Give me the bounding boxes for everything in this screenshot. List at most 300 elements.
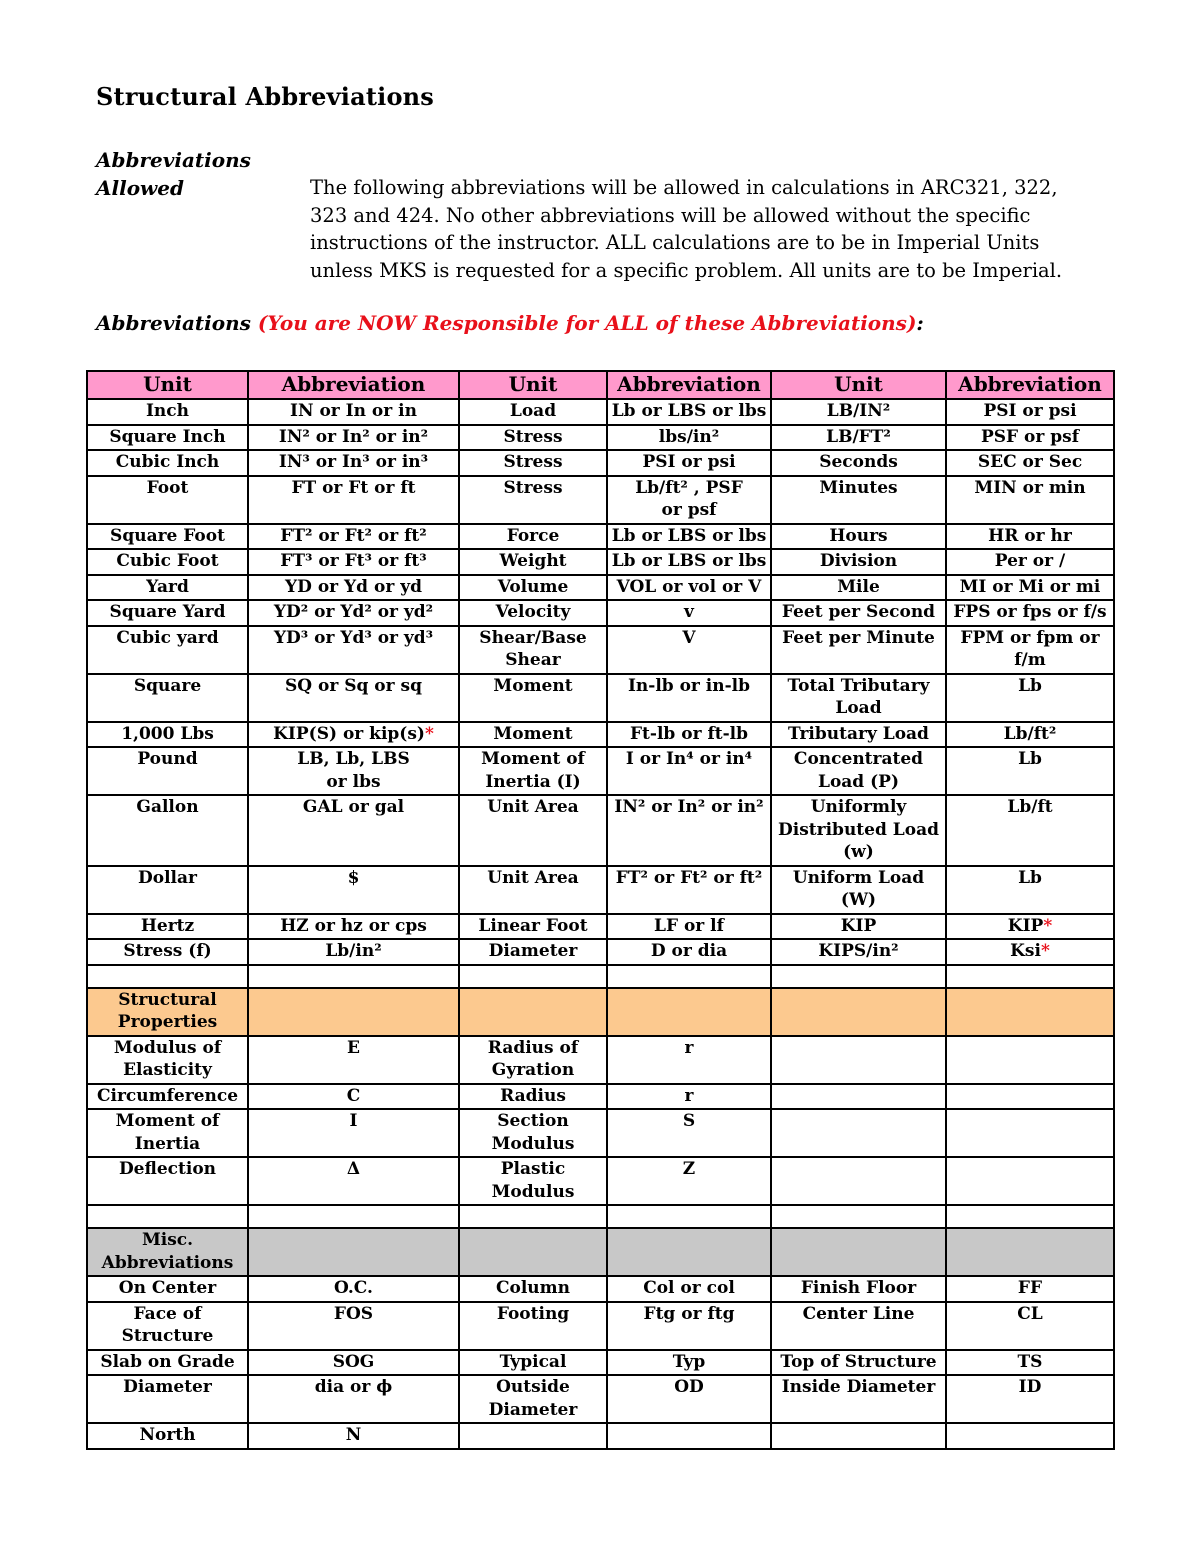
table-cell: [248, 549, 459, 575]
cell-text: $: [347, 867, 360, 888]
cell-text: Seconds: [819, 452, 898, 472]
table-cell: [771, 1109, 946, 1157]
table-cell: [87, 1036, 248, 1084]
cell-text: Feet per Minute: [782, 627, 935, 648]
table-cell: [771, 1302, 946, 1350]
table-cell: [946, 626, 1114, 674]
cell-text: r: [684, 1037, 694, 1058]
table-cell: [607, 1205, 771, 1228]
table-cell: [248, 722, 459, 748]
cell-text: Moment of Inertia (I): [481, 749, 585, 792]
cell-text: HZ or hz or cps: [280, 915, 427, 936]
table-cell: [459, 1350, 607, 1376]
cell-text: Mile: [837, 576, 880, 597]
table-cell: [946, 1302, 1114, 1350]
abbreviations-table: [86, 370, 1115, 1450]
cell-text: Lb: [1018, 749, 1042, 769]
table-cell: [607, 399, 771, 425]
table-cell: [459, 674, 607, 722]
cell-text: Concentrated Load (P): [793, 749, 924, 792]
table-cell: [87, 866, 248, 914]
cell-text: KIP: [840, 915, 877, 936]
table-cell: [771, 1205, 946, 1228]
table-cell: [946, 1205, 1114, 1228]
table-cell: [459, 1084, 607, 1110]
table-cell: [248, 1375, 459, 1423]
table-cell: [459, 1375, 607, 1423]
table-cell: [946, 1109, 1114, 1157]
table-cell: [771, 425, 946, 451]
table-cell: [87, 1205, 248, 1228]
cell-text: Yard: [146, 576, 189, 597]
table-cell: [771, 1423, 946, 1449]
table-cell: [771, 1036, 946, 1084]
intro-line: The following abbreviations will be allowed in calculations in ARC321, 322,: [310, 176, 1058, 199]
table-row: [87, 914, 1114, 940]
intro-line: instructions of the instructor. ALL calculations are to be in Imperial Units: [310, 231, 1040, 254]
cell-text: IN³ or In³ or in³: [278, 452, 429, 472]
table-cell: [87, 1302, 248, 1350]
table-cell: [248, 1157, 459, 1205]
cell-text: KIPS/in²: [818, 941, 899, 961]
intro-label-line: Allowed: [96, 176, 184, 200]
cell-text: 1,000 Lbs: [121, 723, 214, 744]
cell-text: FT³ or Ft³ or ft³: [280, 551, 427, 571]
column-header: Unit: [459, 371, 607, 399]
cell-text: YD or Yd or yd: [285, 576, 422, 597]
table-cell: [771, 1084, 946, 1110]
table-cell: [459, 914, 607, 940]
table-cell: [607, 626, 771, 674]
cell-text: E: [347, 1037, 360, 1058]
cell-text: HR or hr: [988, 525, 1072, 546]
table-cell: [607, 939, 771, 965]
table-cell: [459, 1036, 607, 1084]
table-cell: [771, 674, 946, 722]
table-cell: [248, 965, 459, 988]
cell-text: Column: [495, 1278, 571, 1298]
cell-text: Typical: [499, 1351, 567, 1372]
intro-line: 323 and 424. No other abbreviations will be allowed without the specific: [310, 203, 1031, 227]
table-cell: [459, 425, 607, 451]
cell-text: Lb/ft²: [1003, 723, 1057, 744]
table-row: [87, 866, 1114, 914]
cell-text: Lb/ft: [1007, 797, 1053, 817]
cell-text: D or dia: [650, 941, 728, 961]
cell-text: Stress: [503, 426, 563, 447]
table-cell: [87, 965, 248, 988]
table-cell: [771, 476, 946, 524]
table-cell: [87, 450, 248, 476]
table-cell: [248, 575, 459, 601]
table-cell: [946, 988, 1114, 1036]
table-cell: [946, 549, 1114, 575]
table-row: [87, 600, 1114, 626]
cell-text: VOL or vol or V: [616, 576, 762, 597]
table-cell: [459, 626, 607, 674]
cell-text: Weight: [499, 551, 567, 571]
cell-text: Slab on Grade: [100, 1351, 235, 1372]
table-cell: [87, 747, 248, 795]
table-cell: [607, 795, 771, 866]
table-cell: [607, 425, 771, 451]
table-cell: [248, 988, 459, 1036]
cell-text: Diameter: [488, 941, 578, 961]
table-cell: [87, 1423, 248, 1449]
cell-text: Pound: [137, 749, 198, 769]
table-row: [87, 524, 1114, 550]
cell-text: Radius: [500, 1085, 566, 1106]
cell-text: Unit Area: [487, 797, 579, 817]
cell-text: Section Modulus: [491, 1111, 575, 1154]
table-cell: [248, 939, 459, 965]
cell-text: IN² or In² or in²: [278, 426, 429, 447]
cell-text: Finish Floor: [800, 1278, 917, 1298]
cell-text: LF or lf: [654, 915, 724, 936]
cell-text: Z: [682, 1159, 696, 1179]
table-cell: [771, 626, 946, 674]
table-cell: [248, 626, 459, 674]
cell-text: Deflection: [118, 1159, 217, 1179]
cell-text: North: [139, 1425, 196, 1445]
table-cell: [946, 425, 1114, 451]
cell-text: Ftg or ftg: [643, 1303, 735, 1324]
cell-text: Radius of Gyration: [487, 1037, 579, 1080]
cell-text: Inch: [145, 401, 190, 421]
table-cell: [607, 575, 771, 601]
table-cell: [248, 600, 459, 626]
cell-text: Stress: [503, 452, 563, 472]
cell-text: FOS: [333, 1303, 374, 1324]
table-cell: [771, 722, 946, 748]
intro-line: unless MKS is requested for a specific problem. All units are to be Imperial.: [310, 258, 1063, 282]
table-row: [87, 722, 1114, 748]
cell-text: Uniformly Distributed Load (w): [778, 797, 939, 862]
cell-text: Total Tributary Load: [787, 675, 930, 718]
table-cell: [459, 524, 607, 550]
table-row: [87, 674, 1114, 722]
table-row: [87, 1276, 1114, 1302]
section-heading-note: (You are NOW Responsible for ALL of these Abbreviations): [257, 311, 917, 335]
cell-text: I: [349, 1111, 358, 1131]
cell-text: Unit Area: [487, 867, 579, 888]
cell-text: Square Inch: [109, 426, 226, 447]
table-cell: [946, 939, 1114, 965]
table-cell: [87, 674, 248, 722]
section-heading: [96, 311, 924, 335]
cell-text: dia or ϕ: [314, 1377, 393, 1397]
table-cell: [771, 1350, 946, 1376]
table-cell: [248, 1350, 459, 1376]
table-cell: [248, 914, 459, 940]
cell-text: YD³ or Yd³ or yd³: [273, 627, 434, 648]
table-cell: [87, 575, 248, 601]
table-cell: [771, 939, 946, 965]
table-cell: [248, 450, 459, 476]
table-cell: [459, 1157, 607, 1205]
table-cell: [248, 1084, 459, 1110]
table-cell: [459, 399, 607, 425]
cell-text: PSI or psi: [983, 401, 1077, 421]
cell-text: Plastic Modulus: [491, 1159, 575, 1202]
cell-text: Stress (f): [123, 941, 212, 961]
column-header: Unit: [771, 371, 946, 399]
cell-text: Division: [819, 551, 898, 571]
table-cell: [607, 1375, 771, 1423]
table-cell: [248, 747, 459, 795]
cell-text: N: [345, 1425, 362, 1445]
table-row: [87, 747, 1114, 795]
cell-text: Foot: [146, 477, 189, 498]
table-cell: [87, 549, 248, 575]
table-cell: [459, 1302, 607, 1350]
cell-text: MIN or min: [974, 477, 1086, 498]
table-cell: [459, 988, 607, 1036]
table-cell: [607, 476, 771, 524]
cell-text: Outside Diameter: [488, 1377, 578, 1420]
table-cell: [248, 1276, 459, 1302]
table-row: [87, 549, 1114, 575]
table-row: [87, 988, 1114, 1036]
cell-text: Velocity: [495, 602, 571, 622]
cell-text: CL: [1017, 1303, 1043, 1324]
table-cell: [607, 1036, 771, 1084]
cell-text: SOG: [332, 1351, 375, 1372]
cell-text: Structural Properties: [117, 989, 218, 1032]
table-cell: [771, 1375, 946, 1423]
table-cell: [607, 1350, 771, 1376]
cell-text: Hertz: [140, 915, 195, 936]
table-cell: [248, 1036, 459, 1084]
table-cell: [607, 524, 771, 550]
cell-text: Hours: [829, 525, 888, 546]
table-cell: [87, 1084, 248, 1110]
cell-text: Ksi: [1010, 941, 1041, 961]
table-cell: [248, 425, 459, 451]
table-cell: [87, 1350, 248, 1376]
cell-text: Lb/in²: [325, 941, 382, 961]
table-cell: [459, 1276, 607, 1302]
table-cell: [459, 1423, 607, 1449]
cell-text: O.C.: [334, 1278, 373, 1298]
table-cell: [459, 1228, 607, 1276]
cell-text: LB/FT²: [826, 426, 891, 447]
cell-text: Cubic Inch: [115, 452, 220, 472]
table-cell: [87, 795, 248, 866]
cell-text: FT or Ft or ft: [291, 477, 416, 498]
cell-text: PSF or psf: [980, 426, 1080, 447]
column-header: Unit: [87, 371, 248, 399]
cell-text: FF: [1017, 1278, 1043, 1298]
asterisk-mark: *: [1040, 941, 1050, 961]
table-cell: [87, 399, 248, 425]
column-header: Abbreviation: [946, 371, 1114, 399]
table-cell: [771, 1228, 946, 1276]
asterisk-mark: *: [424, 723, 434, 744]
cell-text: V: [682, 627, 696, 648]
cell-text: Cubic Foot: [116, 551, 219, 571]
table-cell: [459, 722, 607, 748]
cell-text: Shear/Base Shear: [479, 627, 587, 670]
cell-text: Tributary Load: [788, 723, 929, 744]
table-cell: [87, 1375, 248, 1423]
table-cell: [248, 1423, 459, 1449]
table-cell: [771, 524, 946, 550]
table-cell: [607, 1109, 771, 1157]
table-cell: [946, 1276, 1114, 1302]
table-row: [87, 1109, 1114, 1157]
table-cell: [607, 1423, 771, 1449]
cell-text: Minutes: [819, 477, 898, 498]
table-cell: [607, 747, 771, 795]
table-cell: [771, 399, 946, 425]
cell-text: ID: [1018, 1377, 1042, 1397]
table-cell: [771, 747, 946, 795]
cell-text: Typ: [672, 1351, 706, 1372]
table-cell: [607, 600, 771, 626]
table-cell: [248, 674, 459, 722]
intro-label-line: Abbreviations: [96, 148, 251, 172]
table-cell: [771, 549, 946, 575]
cell-text: Δ: [346, 1159, 361, 1179]
cell-text: Lb/ft² , PSF or psf: [635, 477, 743, 520]
table-cell: [946, 1084, 1114, 1110]
table-row: [87, 626, 1114, 674]
table-cell: [946, 1157, 1114, 1205]
cell-text: OD: [674, 1377, 704, 1397]
cell-text: v: [684, 602, 694, 622]
table-cell: [771, 914, 946, 940]
page-title: Structural Abbreviations: [96, 82, 435, 111]
cell-text: Gallon: [136, 797, 199, 817]
cell-text: Circumference: [96, 1085, 239, 1106]
table-row: [87, 425, 1114, 451]
table-cell: [946, 965, 1114, 988]
cell-text: LB, Lb, LBS or lbs: [297, 749, 410, 792]
table-row: [87, 1423, 1114, 1449]
cell-text: YD² or Yd² or yd²: [273, 602, 434, 622]
table-cell: [771, 600, 946, 626]
cell-text: Square Yard: [109, 602, 226, 622]
table-cell: [87, 988, 248, 1036]
table-cell: [607, 674, 771, 722]
table-cell: [248, 795, 459, 866]
table-cell: [87, 600, 248, 626]
table-cell: [459, 1205, 607, 1228]
table-cell: [946, 450, 1114, 476]
table-cell: [607, 722, 771, 748]
cell-text: Lb or LBS or lbs: [611, 401, 767, 421]
table-cell: [946, 399, 1114, 425]
cell-text: Lb: [1018, 867, 1042, 888]
table-cell: [946, 1423, 1114, 1449]
cell-text: Moment: [493, 723, 573, 744]
table-cell: [607, 1084, 771, 1110]
table-cell: [771, 965, 946, 988]
cell-text: C: [346, 1085, 361, 1106]
table-cell: [87, 425, 248, 451]
table-row: [87, 795, 1114, 866]
table-cell: [607, 866, 771, 914]
table-header-row: [87, 371, 1114, 399]
table-cell: [607, 1228, 771, 1276]
table-cell: [87, 939, 248, 965]
table-cell: [946, 722, 1114, 748]
table-cell: [87, 1109, 248, 1157]
table-cell: [946, 674, 1114, 722]
table-cell: [946, 914, 1114, 940]
cell-text: Linear Foot: [478, 915, 588, 936]
table-cell: [946, 1036, 1114, 1084]
table-cell: [459, 600, 607, 626]
table-cell: [459, 747, 607, 795]
table-body: [87, 399, 1114, 1449]
column-header: Abbreviation: [248, 371, 459, 399]
table-row: [87, 1302, 1114, 1350]
section-heading-suffix: :: [916, 311, 924, 335]
cell-text: LB/IN²: [826, 401, 891, 421]
cell-text: Cubic yard: [116, 627, 219, 648]
table-cell: [946, 1350, 1114, 1376]
intro-paragraph: [310, 174, 1110, 284]
table-row: [87, 1157, 1114, 1205]
cell-text: Moment: [493, 675, 573, 696]
section-heading-prefix: Abbreviations: [96, 311, 258, 335]
table-cell: [459, 795, 607, 866]
table-row: [87, 575, 1114, 601]
cell-text: Face of Structure: [121, 1303, 214, 1346]
table-cell: [248, 1302, 459, 1350]
table-cell: [248, 866, 459, 914]
table-cell: [87, 524, 248, 550]
table-cell: [459, 575, 607, 601]
cell-text: TS: [1017, 1351, 1043, 1372]
table-cell: [87, 914, 248, 940]
cell-text: FT² or Ft² or ft²: [615, 867, 763, 888]
cell-text: Lb: [1018, 675, 1042, 696]
table-cell: [771, 795, 946, 866]
cell-text: S: [682, 1111, 696, 1131]
table-row: [87, 1084, 1114, 1110]
table-cell: [607, 965, 771, 988]
cell-text: Footing: [496, 1303, 570, 1324]
table-cell: [248, 476, 459, 524]
table-cell: [87, 626, 248, 674]
cell-text: Diameter: [123, 1377, 212, 1397]
cell-text: Per or /: [994, 551, 1066, 571]
cell-text: Ft-lb or ft-lb: [629, 723, 749, 744]
table-cell: [946, 575, 1114, 601]
cell-text: Stress: [503, 477, 563, 498]
cell-text: IN² or In² or in²: [614, 797, 764, 817]
table-cell: [771, 988, 946, 1036]
cell-text: Moment of Inertia: [115, 1111, 220, 1154]
table-cell: [248, 524, 459, 550]
cell-text: Modulus of Elasticity: [113, 1037, 222, 1080]
cell-text: GAL or gal: [302, 797, 405, 817]
table-cell: [946, 866, 1114, 914]
cell-text: Dollar: [138, 867, 197, 888]
cell-text: MI or Mi or mi: [959, 576, 1101, 597]
table-cell: [607, 1302, 771, 1350]
cell-text: Center Line: [802, 1303, 915, 1324]
cell-text: KIP: [1007, 915, 1044, 936]
table-cell: [946, 795, 1114, 866]
table-row: [87, 939, 1114, 965]
table-cell: [946, 476, 1114, 524]
table-cell: [87, 1157, 248, 1205]
table-cell: [459, 549, 607, 575]
